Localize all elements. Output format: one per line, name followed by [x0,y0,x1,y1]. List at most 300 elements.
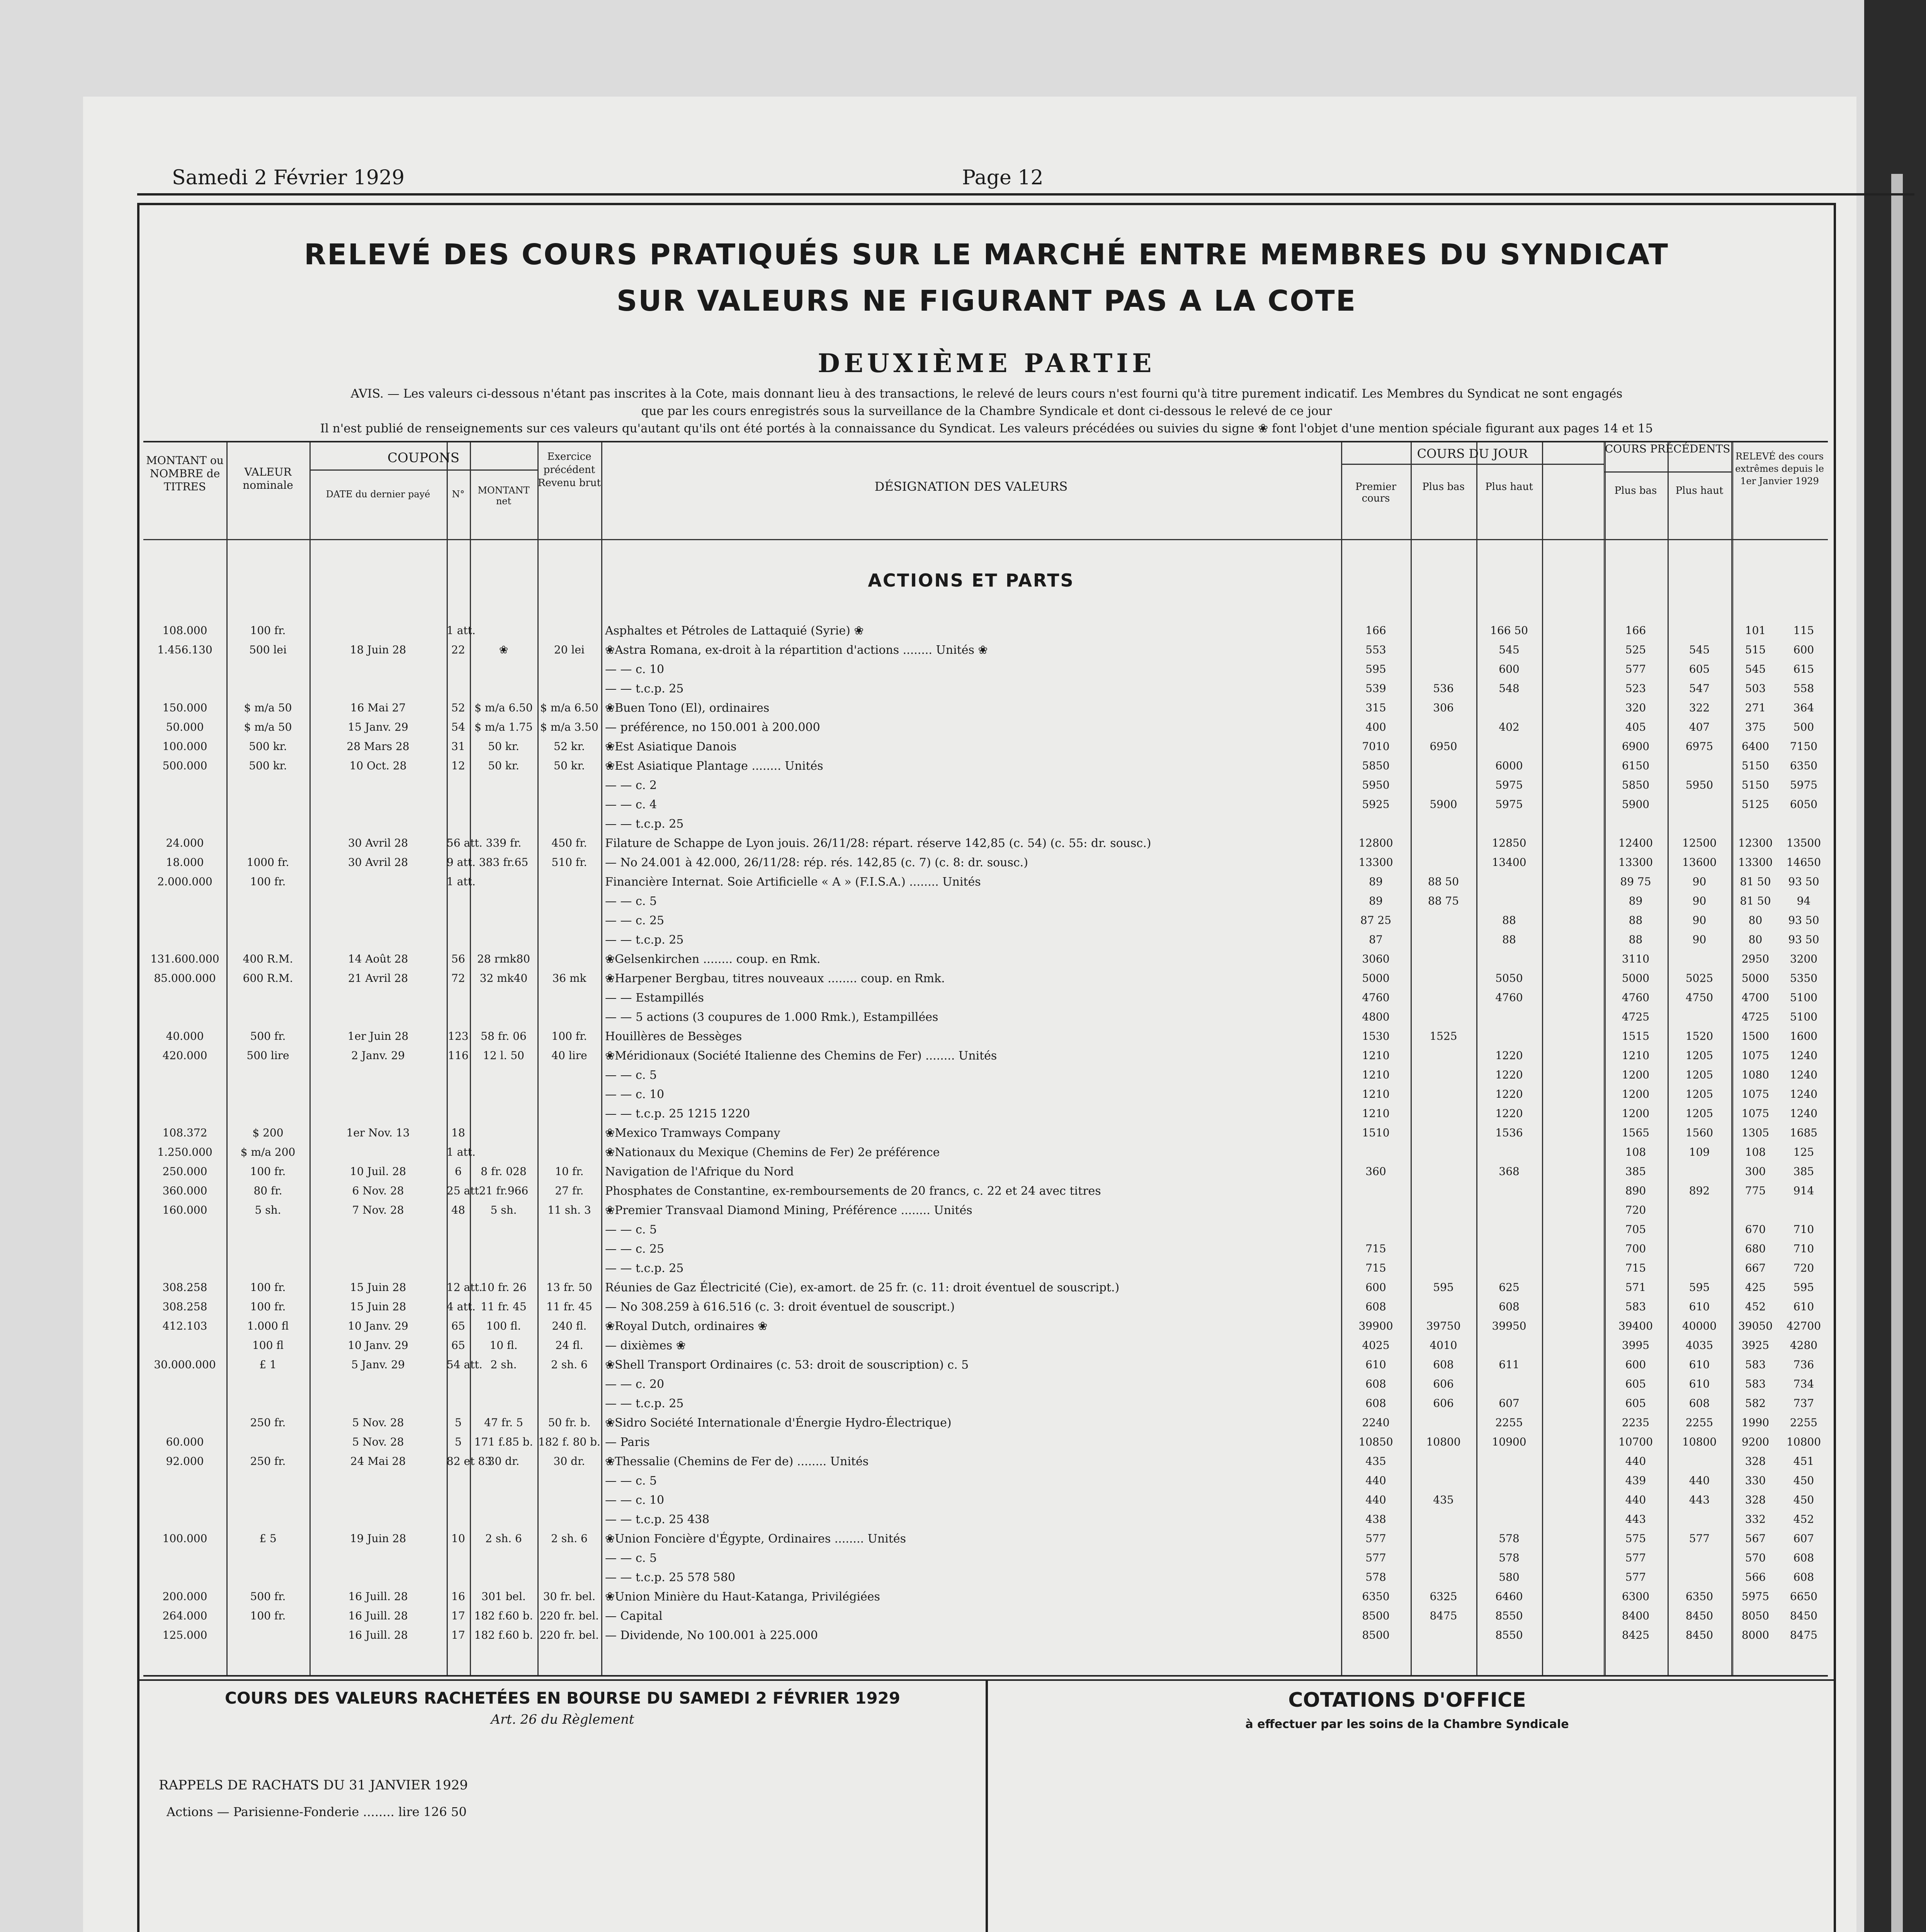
cours-prec-rule [1604,471,1731,473]
cell-b: 6325 [1430,1590,1457,1603]
cell-date: 10 Juil. 28 [350,1165,406,1178]
cell-ph: 90 [1692,895,1707,907]
header-bottom-rule [143,539,1828,540]
table-row [143,643,1828,659]
table-row [143,1242,1828,1258]
cell-valeur: 1.000 fl [247,1320,289,1332]
cell-h: 39950 [1492,1320,1527,1332]
cell-r1: 8050 [1741,1609,1770,1622]
cell-ph: 1560 [1685,1126,1714,1139]
header-page-number: Page 12 [962,166,1044,189]
cell-des: ❀Union Minière du Haut-Katanga, Privilégiées [605,1590,880,1604]
cell-pb: 525 [1625,643,1646,656]
cell-r1: 271 [1745,701,1766,714]
cell-rev: 50 kr. [554,759,585,772]
cell-montant: 18.000 [166,856,204,869]
cell-pb: 577 [1625,663,1646,675]
cell-r2: 1600 [1790,1030,1818,1043]
cell-r2: 14650 [1786,856,1821,869]
cell-r1: 583 [1745,1358,1766,1371]
cell-r1: 582 [1745,1397,1766,1410]
cell-date: 30 Avril 28 [348,837,408,849]
cell-pb: 13300 [1618,856,1653,869]
cell-des: — — c. 25 [605,914,665,927]
table-row [143,1358,1828,1374]
cell-pb: 4760 [1622,991,1650,1004]
cell-rev: 36 mk [552,972,586,985]
th-releve: RELEVÉ des cours extrêmes depuis le 1er Janvier 1929 [1735,451,1824,486]
cell-p: 5000 [1362,972,1390,985]
part-title: DEUXIÈME PARTIE [818,348,1156,378]
cell-r2: 7150 [1790,740,1818,753]
cell-r2: 608 [1793,1571,1814,1583]
table-row [143,895,1828,910]
cell-h: 611 [1499,1358,1520,1371]
cell-p: 553 [1365,643,1386,656]
cell-p: 577 [1365,1551,1386,1564]
cell-net: 301 bel. [481,1590,526,1603]
cell-date: 10 Janv. 29 [348,1339,408,1352]
cell-r2: 2255 [1790,1416,1818,1429]
cell-pb: 5900 [1622,798,1650,811]
cell-date: 10 Oct. 28 [349,759,407,772]
cell-rev: 2 sh. 6 [551,1532,588,1545]
cell-r2: 595 [1793,1281,1814,1294]
cell-montant: 360.000 [162,1184,207,1197]
cell-rev: 24 fl. [555,1339,583,1352]
cell-rev: $ m/a 6.50 [540,701,598,714]
cell-des: ❀Mexico Tramways Company [605,1126,780,1140]
cell-valeur: 500 lei [249,643,287,656]
cell-pb: 385 [1625,1165,1646,1178]
table-row [143,1513,1828,1528]
cell-date: 16 Juill. 28 [348,1590,408,1603]
cell-des: Phosphates de Constantine, ex-remboursements de 20 francs, c. 22 et 24 avec titres [605,1184,1101,1198]
cell-montant: 200.000 [162,1590,207,1603]
cell-pb: 3110 [1622,952,1650,965]
cell-no: 17 [451,1629,465,1641]
cell-ph: 443 [1689,1493,1710,1506]
cell-p: 4760 [1362,991,1390,1004]
cell-h: 12850 [1492,837,1527,849]
cell-pb: 320 [1625,701,1646,714]
cell-r1: 583 [1745,1378,1766,1390]
cell-des: — No 308.259 à 616.516 (c. 3: droit éventuel de souscript.) [605,1300,955,1314]
cell-r1: 545 [1745,663,1766,675]
cell-montant: 160.000 [162,1204,207,1216]
th-plus-bas: Plus bas [1422,481,1465,493]
cell-des: Financière Internat. Soie Artificielle « A » (F.I.S.A.) ........ Unités [605,875,981,889]
cell-pb: 8400 [1622,1609,1650,1622]
cell-r2: 720 [1793,1262,1814,1274]
cell-des: ❀Astra Romana, ex-droit à la répartition d'actions ........ Unités ❀ [605,643,988,657]
th-montant-net: MONTANT net [478,485,530,507]
cell-pb: 88 [1629,933,1643,946]
cell-des: — — t.c.p. 25 [605,817,684,831]
cell-pb: 5000 [1622,972,1650,985]
cell-montant: 308.258 [162,1300,207,1313]
table-row [143,856,1828,871]
table-row [143,1416,1828,1432]
cell-net: 28 rmk80 [477,952,530,965]
cell-r2: 5100 [1790,1010,1818,1023]
cell-des: — — Estampillés [605,991,704,1005]
cell-net: 50 kr. [488,740,519,753]
cell-des: ❀Shell Transport Ordinaires (c. 53: droit de souscription) c. 5 [605,1358,969,1372]
cell-ph: 40000 [1682,1320,1717,1332]
cell-h: 8550 [1495,1609,1523,1622]
cell-p: 578 [1365,1571,1386,1583]
table-row [143,1146,1828,1161]
cell-des: Réunies de Gaz Électricité (Cie), ex-amort. de 25 fr. (c. 11: droit éventuel de souscript.) [605,1281,1120,1294]
cell-p: 2240 [1362,1416,1390,1429]
cell-ph: 10800 [1682,1435,1717,1448]
cell-r1: 5150 [1741,759,1770,772]
cell-p: 4025 [1362,1339,1390,1352]
table-row [143,1629,1828,1644]
cell-montant: 2.000.000 [157,875,212,888]
cell-r1: 300 [1745,1165,1766,1178]
cell-r1: 667 [1745,1262,1766,1274]
cell-ph: 1520 [1685,1030,1714,1043]
cell-r2: 364 [1793,701,1814,714]
cell-r2: 94 [1797,895,1811,907]
cell-ph: 608 [1689,1397,1710,1410]
cell-date: 15 Juin 28 [350,1300,406,1313]
table-row [143,701,1828,717]
cell-h: 5975 [1495,779,1523,791]
cell-valeur: 100 fr. [250,1165,286,1178]
cell-montant: 100.000 [162,740,207,753]
cell-no: 48 [451,1204,465,1216]
cell-ph: 4750 [1685,991,1714,1004]
cell-b: 435 [1433,1493,1454,1506]
cell-r2: 450 [1793,1474,1814,1487]
table-row [143,740,1828,755]
cell-h: 578 [1499,1551,1520,1564]
cell-r1: 452 [1745,1300,1766,1313]
cell-des: Filature de Schappe de Lyon jouis. 26/11/28: répart. réserve 142,85 (c. 54) (c. 55: dr. sousc.) [605,837,1151,850]
cell-valeur: 1000 fr. [246,856,289,869]
cell-montant: 60.000 [166,1435,204,1448]
cell-p: 87 25 [1360,914,1392,927]
cell-montant: 412.103 [162,1320,207,1332]
cell-ph: 12500 [1682,837,1717,849]
cell-h: 5050 [1495,972,1523,985]
cell-p: 3060 [1362,952,1390,965]
th-cours-jour: COURS DU JOUR [1417,446,1528,461]
cell-r2: 558 [1793,682,1814,695]
cell-b: 10800 [1426,1435,1461,1448]
cell-p: 1210 [1362,1049,1390,1062]
cell-h: 625 [1499,1281,1520,1294]
cell-ph: 1205 [1685,1107,1714,1120]
cell-r1: 515 [1745,643,1766,656]
cell-montant: 1.250.000 [157,1146,212,1158]
cell-b: 39750 [1426,1320,1461,1332]
cell-rev: $ m/a 3.50 [540,721,598,733]
cell-no: 12 [451,759,465,772]
cell-p: 608 [1365,1378,1386,1390]
cell-des: — Paris [605,1435,650,1449]
cell-rev: 10 fr. [555,1165,584,1178]
cell-pb: 583 [1625,1300,1646,1313]
cell-r1: 332 [1745,1513,1766,1526]
table-row [143,1339,1828,1354]
cell-no: 4 att. [447,1300,476,1313]
cell-p: 5850 [1362,759,1390,772]
cell-r2: 1240 [1790,1068,1818,1081]
cell-b: 5900 [1430,798,1457,811]
cell-valeur: 500 fr. [250,1030,286,1043]
cell-net: 2 sh. [490,1358,517,1371]
cell-montant: 40.000 [166,1030,204,1043]
cell-b: 6950 [1430,740,1457,753]
cell-ph: 90 [1692,933,1707,946]
cell-pb: 715 [1625,1262,1646,1274]
cell-no: 72 [451,972,465,985]
cell-net: 8 fr. 028 [481,1165,527,1178]
cell-p: 600 [1365,1281,1386,1294]
cell-montant: 420.000 [162,1049,207,1062]
cell-r1: 330 [1745,1474,1766,1487]
table-row [143,1455,1828,1470]
header-date: Samedi 2 Février 1929 [172,166,405,189]
cell-valeur: 100 fr. [250,875,286,888]
cell-date: 6 Nov. 28 [352,1184,404,1197]
cell-montant: 264.000 [162,1609,207,1622]
cell-p: 440 [1365,1493,1386,1506]
cell-h: 368 [1499,1165,1520,1178]
cell-des: — — t.c.p. 25 578 580 [605,1571,736,1584]
cell-valeur: 100 fr. [250,1281,286,1294]
rappel-rachats: RAPPELS DE RACHATS DU 31 JANVIER 1929 [159,1777,468,1793]
cell-rev: 30 dr. [553,1455,585,1468]
cell-p: 608 [1365,1300,1386,1313]
cell-r2: 1240 [1790,1049,1818,1062]
cell-des: ❀Union Foncière d'Égypte, Ordinaires ........ Unités [605,1532,906,1546]
cell-des: — No 24.001 à 42.000, 26/11/28: rép. rés. 142,85 (c. 7) (c. 8: dr. sousc.) [605,856,1028,869]
cell-montant: 100.000 [162,1532,207,1545]
cell-net: 12 l. 50 [483,1049,524,1062]
cell-des: Houillères de Bessèges [605,1030,742,1043]
avis-line2: que par les cours enregistrés sous la surveillance de la Chambre Syndicale et dont ci-dessous le relevé de ce jour [641,404,1332,418]
cell-montant: 125.000 [162,1629,207,1641]
cell-no: 9 att. [447,856,476,869]
cell-des: — — t.c.p. 25 [605,682,684,696]
cell-date: 5 Nov. 28 [352,1416,404,1429]
cell-montant: 108.372 [162,1126,207,1139]
cell-r2: 93 50 [1788,914,1819,927]
cell-pb: 1200 [1622,1107,1650,1120]
cell-r1: 81 50 [1740,875,1771,888]
cell-r2: 607 [1793,1532,1814,1545]
cell-pb: 890 [1625,1184,1646,1197]
table-row [143,1010,1828,1026]
cell-pb: 705 [1625,1223,1646,1236]
cell-valeur: 100 fr. [250,1300,286,1313]
cell-rev: 450 fr. [551,837,587,849]
cell-valeur: 5 sh. [255,1204,281,1216]
th-designation: DÉSIGNATION DES VALEURS [874,479,1068,494]
cell-p: 89 [1369,875,1383,888]
cell-r1: 1080 [1741,1068,1770,1081]
cell-r2: 42700 [1786,1320,1821,1332]
cell-montant: 108.000 [162,624,207,637]
cell-pb: 12400 [1618,837,1653,849]
cell-r2: 3200 [1790,952,1818,965]
cell-h: 1220 [1495,1088,1523,1100]
cell-b: 536 [1433,682,1454,695]
cell-r1: 375 [1745,721,1766,733]
table-row [143,1493,1828,1509]
cell-p: 6350 [1362,1590,1390,1603]
cell-des: — — c. 5 [605,1551,657,1565]
cell-pb: 39400 [1618,1320,1653,1332]
cell-pb: 440 [1625,1455,1646,1468]
cell-no: 22 [451,643,465,656]
cell-valeur: $ m/a 50 [244,701,292,714]
cell-valeur: 100 fr. [250,624,286,637]
cell-des: ❀Est Asiatique Danois [605,740,737,753]
cell-r1: 1500 [1741,1030,1770,1043]
cell-p: 595 [1365,663,1386,675]
cell-no: 54 [451,721,465,733]
cell-r1: 425 [1745,1281,1766,1294]
cell-ph: 610 [1689,1300,1710,1313]
section-actions-parts: ACTIONS ET PARTS [868,570,1074,591]
cell-des: — — t.c.p. 25 1215 1220 [605,1107,750,1121]
cell-p: 5925 [1362,798,1390,811]
cell-no: 56 att. [447,837,483,849]
cell-h: 8550 [1495,1629,1523,1641]
table-row [143,759,1828,775]
cell-r1: 5975 [1741,1590,1770,1603]
cell-r1: 6400 [1741,740,1770,753]
cell-r2: 8475 [1790,1629,1818,1641]
cell-r1: 101 [1745,624,1766,637]
cell-pb: 443 [1625,1513,1646,1526]
cell-des: ❀Est Asiatique Plantage ........ Unités [605,759,823,773]
cell-valeur: $ m/a 200 [240,1146,296,1158]
cell-p: 7010 [1362,740,1390,753]
cell-valeur: £ 1 [259,1358,277,1371]
cell-b: 88 75 [1428,895,1459,907]
cell-no: 12 att. [447,1281,483,1294]
cell-no: 123 [448,1030,469,1043]
cell-no: 18 [451,1126,465,1139]
cell-p: 1530 [1362,1030,1390,1043]
cell-r1: 566 [1745,1571,1766,1583]
cell-des: — préférence, no 150.001 à 200.000 [605,721,820,734]
cell-p: 8500 [1362,1609,1390,1622]
cell-pb: 1565 [1622,1126,1650,1139]
cell-ph: 8450 [1685,1629,1714,1641]
content-frame [137,203,1836,1932]
cell-date: 5 Nov. 28 [352,1435,404,1448]
cell-r2: 10800 [1786,1435,1821,1448]
th-prec-bas: Plus bas [1614,485,1657,497]
cell-p: 39900 [1358,1320,1393,1332]
cell-net: 50 kr. [488,759,519,772]
cell-pb: 577 [1625,1571,1646,1583]
table-row [143,1223,1828,1238]
cell-no: 25 att. [447,1184,483,1197]
table-row [143,1320,1828,1335]
cell-des: ❀Gelsenkirchen ........ coup. en Rmk. [605,952,821,966]
cell-r1: 81 50 [1740,895,1771,907]
cell-r2: 6350 [1790,759,1818,772]
cell-montant: 1.456.130 [157,643,212,656]
cell-r2: 710 [1793,1223,1814,1236]
cell-p: 608 [1365,1397,1386,1410]
cell-pb: 700 [1625,1242,1646,1255]
cell-r1: 775 [1745,1184,1766,1197]
cell-montant: 30.000.000 [154,1358,216,1371]
table-row [143,1378,1828,1393]
cell-b: 8475 [1430,1609,1457,1622]
cell-date: 30 Avril 28 [348,856,408,869]
cell-no: 31 [451,740,465,753]
cell-des: ❀Sidro Société Internationale d'Énergie Hydro-Électrique) [605,1416,952,1430]
cell-net: $ m/a 1.75 [474,721,533,733]
cell-des: — Dividende, No 100.001 à 225.000 [605,1629,818,1642]
table-row [143,1262,1828,1277]
cell-b: 4010 [1430,1339,1457,1352]
cell-date: 14 Août 28 [348,952,408,965]
th-exercice: Exercice précédent Revenu brut [537,451,601,489]
cell-des: — — c. 4 [605,798,657,811]
cell-date: 21 Avril 28 [348,972,408,985]
th-prec-haut: Plus haut [1675,485,1724,497]
cell-p: 1210 [1362,1107,1390,1120]
cell-h: 4760 [1495,991,1523,1004]
cell-h: 608 [1499,1300,1520,1313]
cell-no: 6 [455,1165,462,1178]
cell-r2: 615 [1793,663,1814,675]
cell-pb: 1210 [1622,1049,1650,1062]
cell-h: 600 [1499,663,1520,675]
cell-des: — Capital [605,1609,663,1623]
cell-r1: 5150 [1741,779,1770,791]
table-row [143,991,1828,1007]
cell-r1: 5000 [1741,972,1770,985]
cell-h: 13400 [1492,856,1527,869]
cell-rev: 11 fr. 45 [546,1300,592,1313]
cell-h: 10900 [1492,1435,1527,1448]
cell-ph: 13600 [1682,856,1717,869]
cell-r1: 3925 [1741,1339,1770,1352]
cell-des: — — 5 actions (3 coupures de 1.000 Rmk.), Estampillées [605,1010,938,1024]
cell-date: 1er Nov. 13 [346,1126,410,1139]
cell-h: 6460 [1495,1590,1523,1603]
cell-pb: 605 [1625,1397,1646,1410]
cell-ph: 322 [1689,701,1710,714]
table-row [143,1590,1828,1605]
cell-r1: 39050 [1738,1320,1773,1332]
cell-r1: 80 [1748,933,1763,946]
cell-ph: 6975 [1685,740,1714,753]
cell-pb: 439 [1625,1474,1646,1487]
cell-h: 402 [1499,721,1520,733]
cell-no: 65 [451,1339,465,1352]
cell-net: $ m/a 6.50 [474,701,533,714]
cell-h: 88 [1502,914,1516,927]
cell-no: 116 [448,1049,469,1062]
cell-p: 360 [1365,1165,1386,1178]
table-row [143,1088,1828,1103]
table-row [143,1300,1828,1316]
